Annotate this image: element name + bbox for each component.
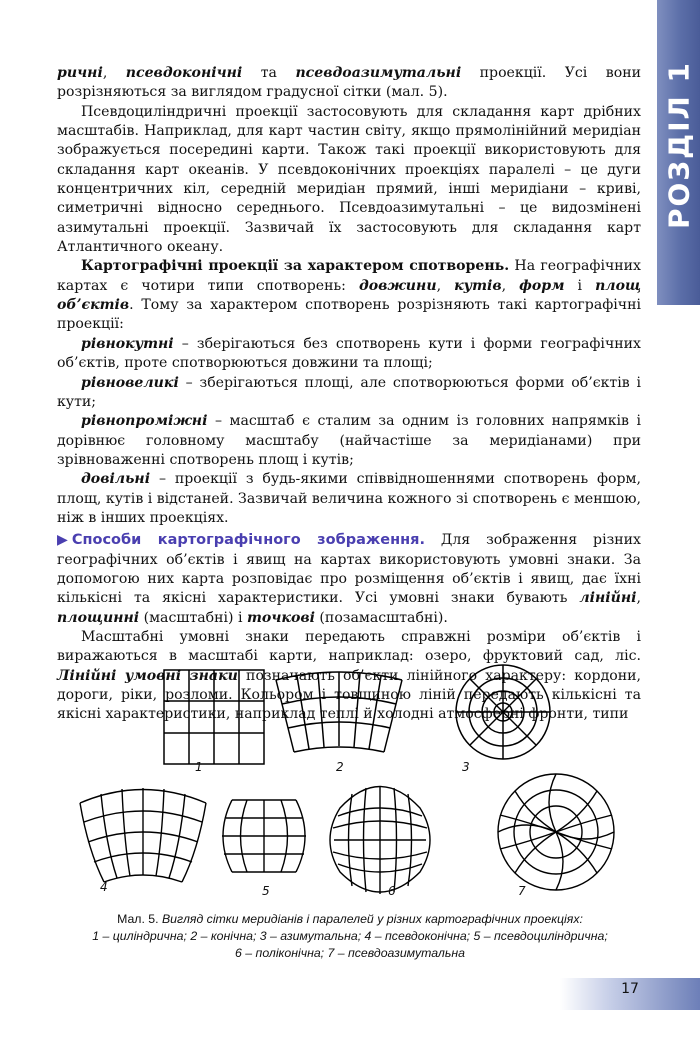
- emphasized-term: площ об’єктів: [57, 277, 642, 314]
- section-marker-icon: ▶: [57, 532, 68, 549]
- text-run: Масштабні умовні знаки передають справжні розміри об’єктів і виражаються в масштабі карти, наприклад: озеро, фруктовий сад, ліс.: [57, 628, 641, 665]
- paragraph: [57, 374, 641, 413]
- page-number: 17: [621, 981, 639, 997]
- caption-line: 6 – поліконічна; 7 – псевдоазимутальна: [235, 946, 465, 960]
- figure-number: 7: [518, 884, 526, 898]
- emphasized-term: рівнокутні: [81, 335, 174, 352]
- emphasized-term: рівновеликі: [81, 374, 179, 391]
- paragraph: [57, 257, 641, 334]
- emphasized-term: кутів: [454, 277, 502, 294]
- text-run: і: [564, 277, 596, 294]
- emphasized-term: довжини: [358, 277, 437, 294]
- section-paragraph: [57, 531, 641, 628]
- emphasized-term: форм: [519, 277, 565, 294]
- figure-number: 6: [388, 884, 396, 898]
- text-run: (позамасштабні).: [314, 609, 448, 626]
- paragraph: [57, 64, 641, 103]
- paragraph: [57, 470, 641, 528]
- text-run: ,: [102, 65, 126, 81]
- emphasized-term: псевдоазимутальні: [295, 65, 462, 81]
- text-run: Псевдоциліндричні проекції застосовують для складання карт дрібних масштабів. Наприклад, для карт частин світу, якщо прямолінійний меридіан зображується посередині карти. Також такі проекції використовують для складання карт океанів. У псевдоконічних проекціях паралелі – це дуги концентричних кіл, середній меридіан прямий, інші меридіани – криві, симетричні відносно середнього. Псевдоазимутальні – це видозмінені азимутальні проекції. Зазвичай їх застосовують для складання карт Атлантичного океану.: [57, 103, 641, 256]
- bold-phrase: Картографічні проекції за характером спотворень.: [81, 258, 510, 275]
- grid-cylindrical: [164, 670, 264, 764]
- text-run: проекції. Усі вони розрізняються за виглядом градусної сітки (мал. 5).: [57, 65, 641, 101]
- figure-number: 1: [195, 760, 203, 774]
- text-run: ,: [636, 590, 641, 607]
- section-heading: Способи картографічного зображення.: [71, 532, 425, 549]
- text-run: позначають об’єкти лінійного характеру: кордони, дороги, ріки, розломи. Кольором і товщиною ліній передають кількісні та якісні характеристики, наприклад теплі й холодні атмосферні фронти, типи: [57, 667, 641, 723]
- text-run: та: [242, 65, 296, 81]
- text-run: На географічних картах є чотири типи спотворень:: [57, 258, 642, 294]
- caption-line: 1 – циліндрична; 2 – конічна; 3 – азимутальна; 4 – псевдоконічна; 5 – псевдоциліндрична;: [92, 929, 608, 943]
- text-run: – масштаб є сталим за одним із головних напрямків і дорівнює головному масштабу (найчастіше за меридіанами) при зрівноваженні спотворень площ і кутів;: [57, 413, 641, 468]
- figure-number: 2: [336, 760, 344, 774]
- emphasized-term: ричні: [57, 65, 103, 81]
- emphasized-term: площинні: [57, 609, 140, 626]
- grid-pseudocylindrical: [222, 800, 306, 872]
- paragraph: [57, 412, 641, 470]
- caption-prefix: Мал. 5.: [117, 912, 159, 926]
- caption-title: Вигляд сітки меридіанів і паралелей у різних картографічних проекціях:: [161, 912, 583, 926]
- projection-grids: [0, 650, 700, 910]
- figure-caption: [40, 911, 660, 962]
- projection-figures: [0, 650, 700, 910]
- figure-number: 4: [100, 880, 108, 894]
- paragraph: [57, 335, 641, 374]
- text-run: – проекції з будь-якими співвідношеннями спотворень форм, площ, кутів і відстаней. Зазвичай величина кожного зі спотворень є меншою, ніж в інших проекціях.: [57, 471, 641, 526]
- text-run: . Тому за характером спотворень розрізняють такі картографічні проекції:: [57, 297, 641, 333]
- grid-polyconic: [330, 786, 430, 894]
- paragraph: [57, 103, 641, 258]
- grid-pseudoconic: [80, 788, 206, 882]
- text-run: ,: [501, 277, 520, 294]
- body-text: [57, 64, 641, 725]
- chapter-tab-label: РОЗДІЛ 1: [662, 60, 695, 230]
- text-run: (масштабні) і: [139, 609, 248, 626]
- grid-conic: [276, 672, 402, 752]
- text-run: – зберігаються без спотворень кути і форми географічних об’єктів, проте спотворюються довжини та площі;: [57, 335, 641, 372]
- text-run: ,: [436, 277, 455, 294]
- text-run: Для зображення різних географічних об’єктів і явищ на картах використовують умовні знаки. За допомогою них карта розповідає про розміщення об’єктів і явищ, дає їхні кількісні та якісні характеристики. Усі умовні знаки бувають: [57, 532, 642, 607]
- figure-number: 5: [262, 884, 270, 898]
- chapter-tab: [657, 0, 700, 305]
- grid-pseudoazimuthal: [498, 774, 614, 890]
- emphasized-term: рівнопроміжні: [81, 413, 208, 430]
- emphasized-term: псевдоконічні: [125, 65, 243, 81]
- emphasized-term: довільні: [81, 471, 151, 488]
- emphasized-term: лінійні: [579, 590, 637, 607]
- text-run: – зберігаються площі, але спотворюються форми об’єктів і кути;: [57, 374, 641, 410]
- grid-azimuthal: [456, 665, 550, 759]
- figure-number: 3: [462, 760, 470, 774]
- emphasized-term: точкові: [247, 609, 315, 626]
- emphasized-term: Лінійні умовні знаки: [57, 667, 238, 684]
